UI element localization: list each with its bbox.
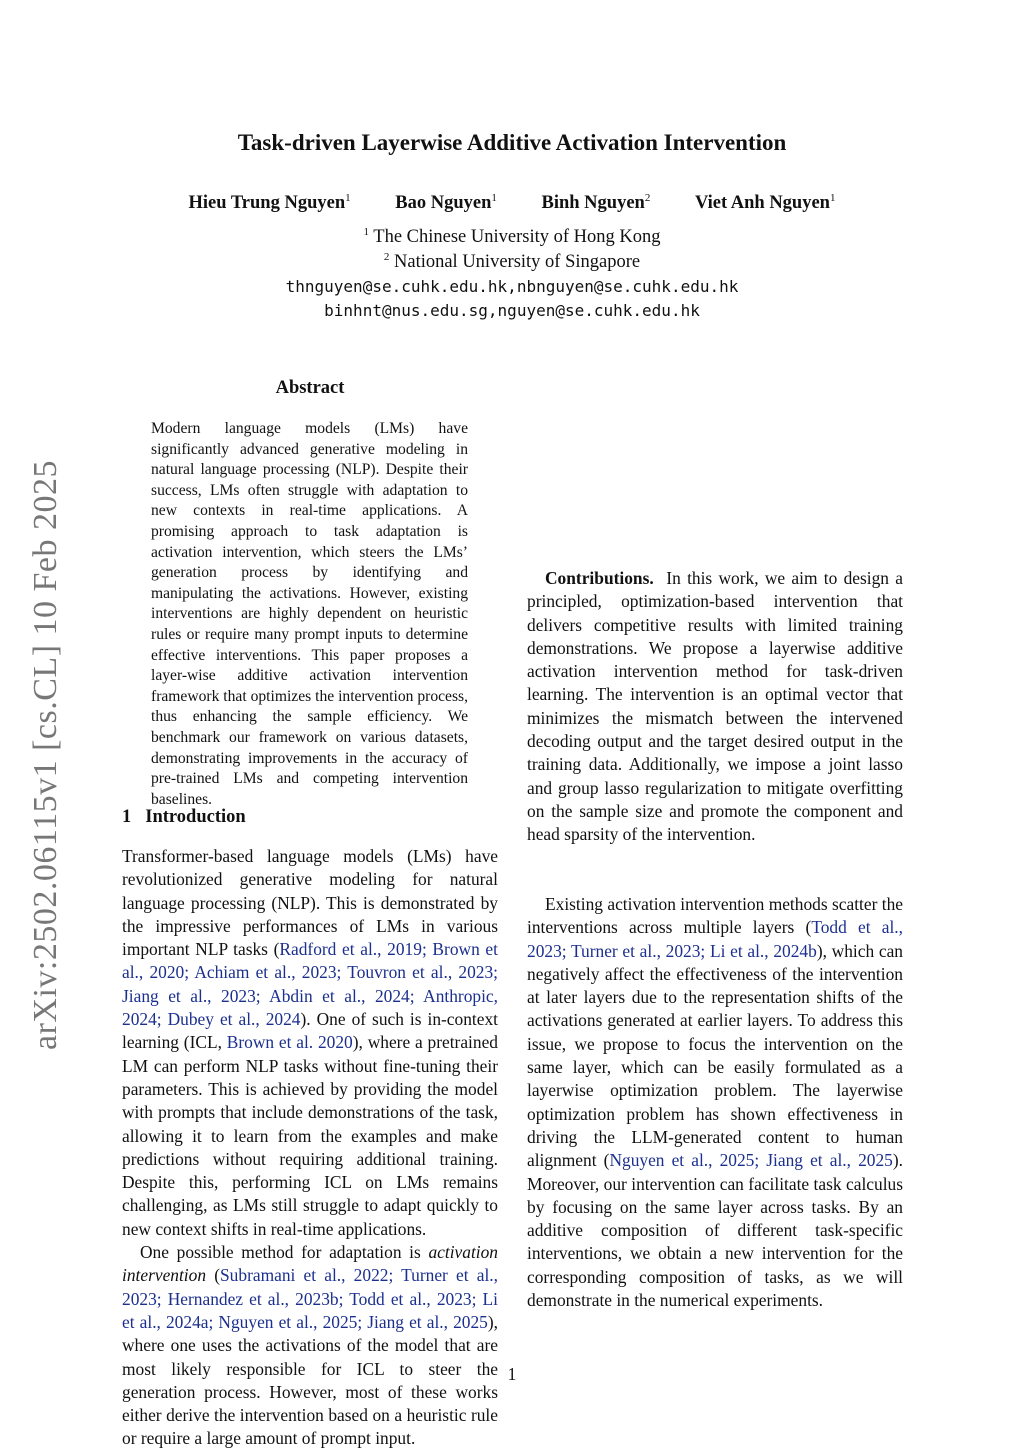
affiliation-marker: 2 xyxy=(644,192,651,204)
affiliation-marker: 1 xyxy=(829,192,836,204)
affiliation-number: 2 xyxy=(383,251,390,263)
paragraph-text: ), where one uses the activations of the model that are most likely responsible for ICL to steer the generation process. However, most of these works either derive the intervention based on a heuristic rule or require a large amount of prompt input. xyxy=(122,1311,498,1449)
paragraph-text: In this work, we aim to design a principled, optimization-based intervention that delivers competitive results with limited training demonstrations. We propose a layerwise additive activation intervention method for task-driven learning. The intervention is an optimal vector that minimizes the mismatch between the intervened decoding output and the target desired output in the training data. Additionally, we impose a joint lasso and group lasso regularization to mitigate overfitting on the sample size and promote the component and head sparsity of the intervention. xyxy=(527,568,903,845)
email-line-2: binhnt@nus.edu.sg,nguyen@se.cuhk.edu.hk xyxy=(324,301,700,320)
section-number: 1 xyxy=(122,807,132,827)
author-name: Binh Nguyen xyxy=(541,193,645,213)
left-column xyxy=(122,845,498,1451)
paragraph-text: ( xyxy=(206,1265,221,1286)
affiliation-1 xyxy=(0,226,1024,248)
email-line-1: thnguyen@se.cuhk.edu.hk,nbnguyen@se.cuhk.edu.hk xyxy=(285,277,739,296)
author-name: Hieu Trung Nguyen xyxy=(188,193,346,213)
author-1 xyxy=(189,193,351,213)
emphasis-term: activation intervention xyxy=(122,1242,498,1286)
paragraph-text: ). Moreover, our intervention can facilitate task calculus by focusing on the same layer across tasks. By an additive composition of different task-specific interventions, we obtain a new intervention for the corresponding composition of tasks, as we will demonstrate in the numerical experiments. xyxy=(527,1150,903,1311)
affiliation-name: The Chinese University of Hong Kong xyxy=(373,227,661,247)
contributions-heading: Contributions. xyxy=(545,568,654,588)
paragraph-text: ), which can negatively affect the effectiveness of the intervention at later layers due to the representation shifts of the activations generated at earlier layers. To address this issue, we propose to focus the intervention on the same layer, which can be easily formulated as a layerwise optimization problem. The layerwise optimization problem has shown effectiveness in driving the LLM-generated content to human alignment ( xyxy=(527,940,904,1171)
arxiv-identifier-stamp: arXiv:2502.06115v1 [cs.CL] 10 Feb 2025 xyxy=(27,459,64,1050)
author-3 xyxy=(542,193,651,213)
citation-link[interactable]: Brown et al. 2020 xyxy=(226,1032,353,1053)
author-list xyxy=(0,192,1024,214)
intro-paragraph-2 xyxy=(122,1241,498,1451)
affiliation-number: 1 xyxy=(363,226,369,238)
author-name: Viet Anh Nguyen xyxy=(694,193,830,213)
section-heading-introduction xyxy=(122,807,246,828)
abstract-heading: Abstract xyxy=(275,378,345,398)
abstract-text: Modern language models (LMs) have significantly advanced generative modeling in natural language processing (NLP). Despite their success, LMs often struggle with adaptation to new contexts in real-time applications. A promising approach to task adaptation is activation intervention, which steers the LMs’ generation process by identifying and manipulating the activations. However, existing interventions are highly dependent on heuristic rules or require many prompt inputs to determine effective interventions. This paper proposes a layer-wise additive activation intervention framework that optimizes the intervention process, thus enhancing the sample efficiency. We benchmark our framework on various datasets, demonstrating improvements in the accuracy of pre-trained LMs and competing intervention baselines. xyxy=(151,420,468,808)
paper-title: Task-driven Layerwise Additive Activation Intervention xyxy=(237,130,787,155)
paragraph-text: ). One of such is in-context learning (ICL, xyxy=(122,1009,498,1053)
intro-paragraph-4 xyxy=(527,893,903,1312)
section-title-text: Introduction xyxy=(145,807,246,827)
affiliation-marker: 1 xyxy=(491,192,497,204)
citation-link[interactable]: Todd et al., 2023; Turner et al., 2023; Li et al., 2024b xyxy=(527,917,903,961)
paragraph-text: Existing activation intervention methods scatter the interventions across multiple layers ( xyxy=(527,894,903,938)
contributions-paragraph xyxy=(527,567,903,847)
author-name: Bao Nguyen xyxy=(395,193,492,213)
paragraph-text: ), where a pretrained LM can perform NLP tasks without fine-tuning their parameters. This is achieved by providing the model with prompts that include demonstrations of the task, allowing it to learn from the examples and make predictions without requiring additional training. Despite this, performing ICL on LMs remains challenging, as LMs still struggle to adapt quickly to new context shifts in real-time applications. xyxy=(122,1032,498,1239)
page-number: 1 xyxy=(507,1364,517,1384)
right-column-existing-methods xyxy=(527,893,903,1312)
affiliation-marker: 1 xyxy=(345,192,351,204)
citation-link[interactable]: Subramani et al., 2022; Turner et al., 2023; Hernandez et al., 2023b; Todd et al., 2023; Li et al., 2024a; Nguyen et al., 2025; Jiang et al., 2025 xyxy=(122,1265,498,1332)
affiliation-name: National University of Singapore xyxy=(394,252,641,272)
citation-link[interactable]: Radford et al., 2019; Brown et al., 2020; Achiam et al., 2023; Touvron et al., 2023; Jiang et al., 2023; Abdin et al., 2024; Anthropic, 2024; Dubey et al., 2024 xyxy=(122,939,498,1030)
right-column-contributions xyxy=(527,567,903,847)
citation-link[interactable]: Nguyen et al., 2025; Jiang et al., 2025 xyxy=(609,1150,893,1171)
paragraph-text: One possible method for adaptation is xyxy=(140,1242,429,1263)
paragraph-text: Transformer-based language models (LMs) have revolutionized generative modeling for natural language processing (NLP). This is demonstrated by the impressive performances of LMs in various important NLP tasks ( xyxy=(122,846,498,960)
affiliation-2 xyxy=(0,251,1024,273)
intro-paragraph-1 xyxy=(122,845,498,1241)
author-2 xyxy=(395,193,497,213)
author-4 xyxy=(695,193,836,213)
